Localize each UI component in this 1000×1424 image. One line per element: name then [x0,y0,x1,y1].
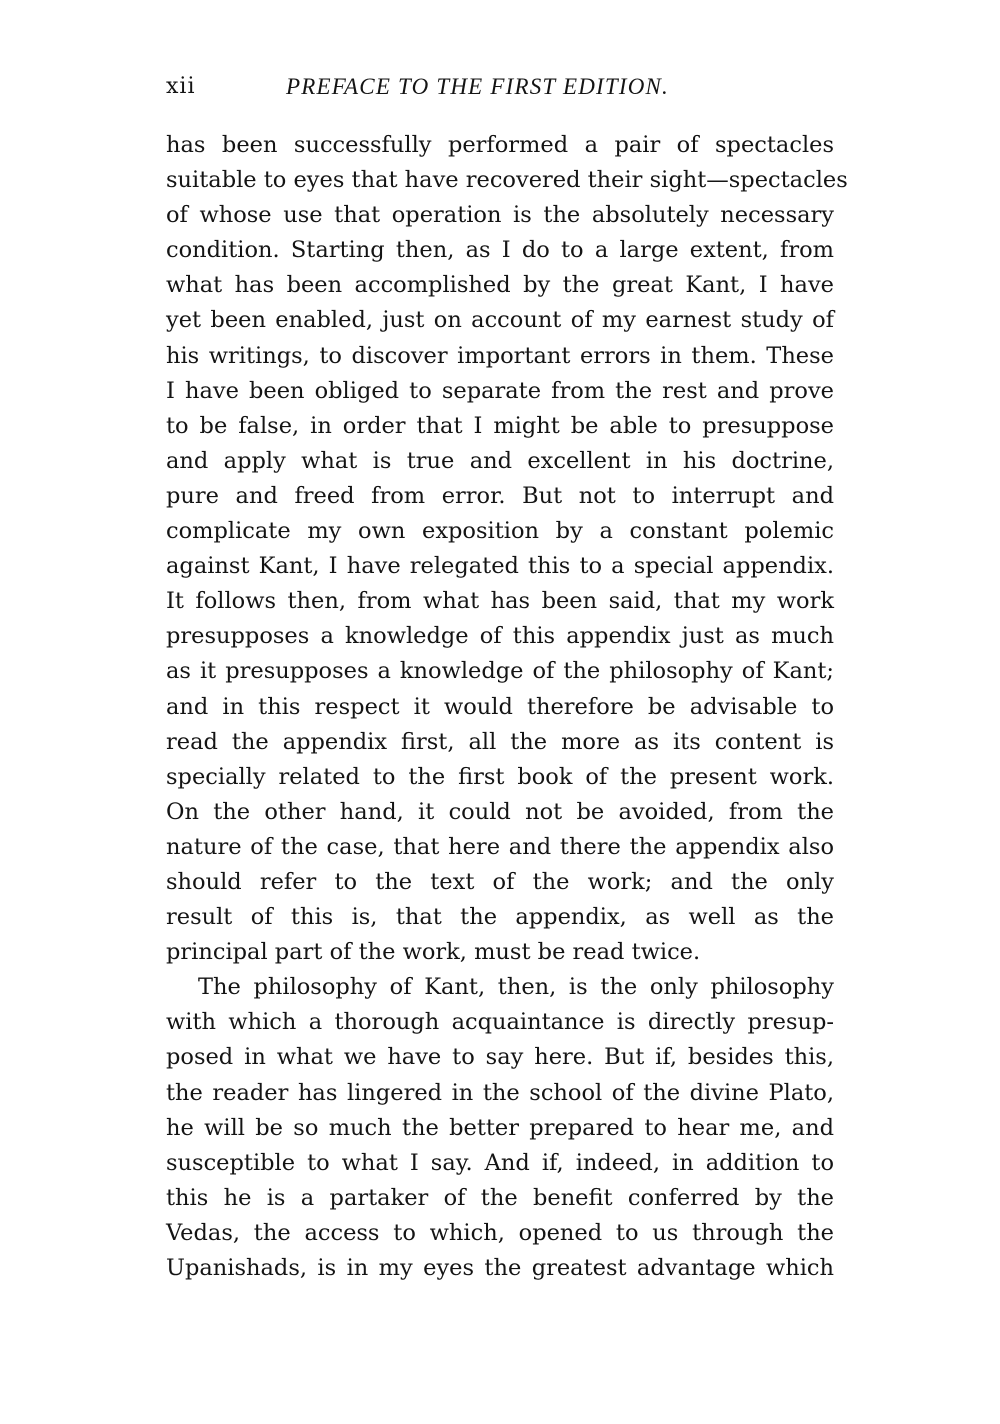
text-line: susceptible to what I say. And if, indeed, in addition to [166,1149,834,1176]
page-number: xii [166,74,196,99]
text-line: read the appendix first, all the more as its content is [166,728,834,755]
text-line: the reader has lingered in the school of the divine Plato, [166,1079,834,1106]
text-line: result of this is, that the appendix, as well as the [166,904,834,931]
text-line: Upanishads, is in my eyes the greatest advantage which [166,1255,834,1281]
text-line: principal part of the work, must be read twice. [166,939,701,966]
text-line: should refer to the text of the work; and the only [166,868,834,895]
running-header [166,74,832,110]
text-line: yet been enabled, just on account of my earnest study of [166,307,834,334]
text-line: complicate my own exposition by a constant polemic [166,518,834,545]
text-line: It follows then, from what has been said, that my work [166,588,834,615]
text-line: to be false, in order that I might be able to presuppose [166,412,834,439]
text-line: pure and freed from error. But not to interrupt and [166,482,834,509]
text-line: I have been obliged to separate from the rest and prove [166,377,834,404]
text-line: against Kant, I have relegated this to a special appendix. [166,553,834,580]
text-line: and in this respect it would therefore be advisable to [166,693,834,720]
text-line: posed in what we have to say here. But if, besides this, [166,1044,834,1071]
text-line: of whose use that operation is the absolutely necessary [166,202,834,229]
text-line: his writings, to discover important errors in them. These [166,342,834,369]
text-line: The philosophy of Kant, then, is the only philosophy [198,974,834,1001]
text-line: has been successfully performed a pair of spectacles [166,132,834,158]
text-line: what has been accomplished by the great Kant, I have [166,272,834,299]
text-line: and apply what is true and excellent in his doctrine, [166,447,834,474]
text-line: suitable to eyes that have recovered their sight—spectacles [166,167,848,194]
text-line: presupposes a knowledge of this appendix just as much [166,623,834,650]
text-line: with which a thorough acquaintance is directly presup- [166,1009,834,1036]
paragraph-2 [166,970,834,1286]
text-line: as it presupposes a knowledge of the philosophy of Kant; [166,658,834,685]
text-line: condition. Starting then, as I do to a large extent, from [166,237,834,264]
body-text [166,128,848,1286]
text-line: On the other hand, it could not be avoided, from the [166,798,834,825]
text-line: nature of the case, that here and there the appendix also [166,833,834,860]
text-line: specially related to the first book of the present work. [166,763,834,790]
header-title: PREFACE TO THE FIRST EDITION. [286,74,670,99]
text-line: this he is a partaker of the benefit conferred by the [166,1184,834,1211]
paragraph-1 [166,128,848,970]
text-line: Vedas, the access to which, opened to us through the [166,1219,834,1246]
text-line: he will be so much the better prepared to hear me, and [166,1114,834,1141]
